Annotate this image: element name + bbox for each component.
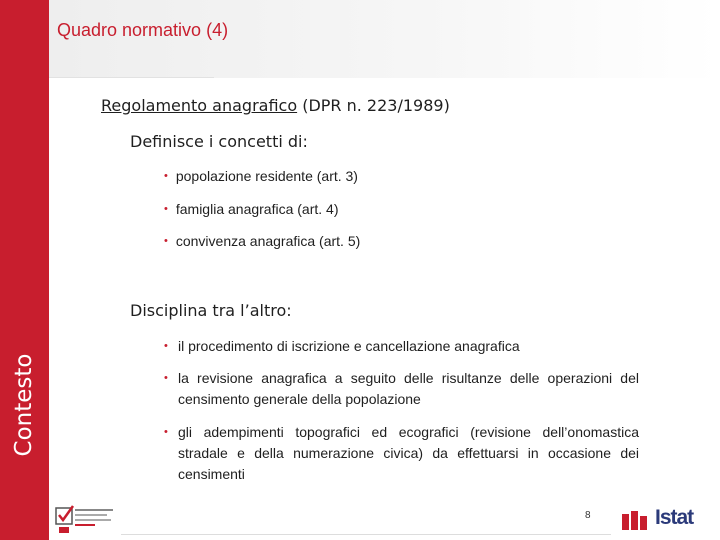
bullet-icon: •	[164, 340, 168, 352]
list-item: • il procedimento di iscrizione e cancellazione anagrafica	[164, 336, 639, 357]
page-number: 8	[585, 510, 591, 521]
bullet-icon: •	[164, 170, 168, 182]
footer-divider	[121, 534, 611, 535]
bullet-icon: •	[164, 372, 168, 384]
regulation-line	[101, 96, 450, 115]
regulation-reference: (DPR n. 223/1989)	[302, 96, 450, 115]
list-item: • convivenza anagrafica (art. 5)	[164, 233, 361, 249]
list-item: • gli adempimenti topografici ed ecografici (revisione dell’onomastica stradale e della numerazione civica) da effettuarsi in occasione dei censimenti	[164, 424, 639, 482]
section-heading-defines: Definisce i concetti di:	[130, 132, 308, 151]
bullet-icon: •	[164, 426, 168, 438]
bullet-icon: •	[164, 203, 168, 215]
slide-title: Quadro normativo (4)	[57, 20, 229, 40]
list-item: • famiglia anagrafica (art. 4)	[164, 201, 339, 217]
census-logo-icon	[55, 505, 117, 535]
sidebar-section-label: Contesto	[11, 353, 37, 457]
regulation-link[interactable]: Regolamento anagrafico	[101, 96, 298, 115]
bullet-icon: •	[164, 235, 168, 247]
header-divider	[49, 77, 214, 78]
section-heading-regulates: Disciplina tra l’altro:	[130, 301, 292, 320]
list-item: • la revisione anagrafica a seguito delle risultanze delle operazioni del censimento generale della popolazione	[164, 370, 639, 407]
list-item: • popolazione residente (art. 3)	[164, 168, 358, 184]
istat-wordmark: Istat	[655, 506, 694, 529]
sidebar-band	[0, 0, 49, 540]
